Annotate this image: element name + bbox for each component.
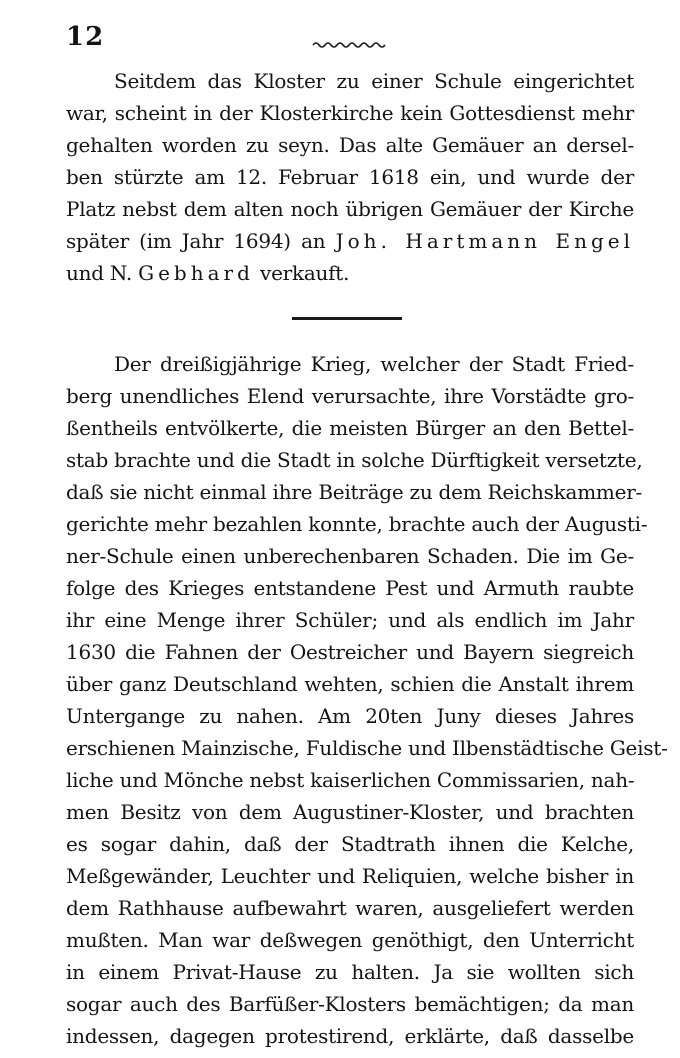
paragraph-2-line-13: erschienen Mainzische, Fuldische und Ilbenstädtische Geist- xyxy=(66,736,668,760)
paragraph-1-line-3: gehalten worden zu seyn. Das alte Gemäuer an dersel- xyxy=(66,133,634,157)
paragraph-1-line-7 xyxy=(66,258,634,288)
line-6-text: später (im Jahr 1694) an xyxy=(66,229,326,253)
paragraph-2-line-10: 1630 die Fahnen der Oestreicher und Bayern siegreich xyxy=(66,640,634,664)
buyer-name-engel: Joh. Hartmann Engel xyxy=(335,229,635,253)
page-number: 12 xyxy=(66,22,105,52)
header-ornament xyxy=(312,40,388,48)
paragraph-2-line-11: über ganz Deutschland wehten, schien die Anstalt ihrem xyxy=(66,672,634,696)
line-7-suffix: verkauft. xyxy=(260,261,350,285)
paragraph-2-line-17: Meßgewänder, Leuchter und Reliquien, welche bisher in xyxy=(66,864,634,888)
paragraph-2-line-5: daß sie nicht einmal ihre Beiträge zu dem Reichskammer- xyxy=(66,480,643,504)
paragraph-2-line-6: gerichte mehr bezahlen konnte, brachte auch der Augusti- xyxy=(66,512,648,536)
paragraph-1-line-5: Platz nebst dem alten noch übrigen Gemäuer der Kirche xyxy=(66,197,634,221)
paragraph-1-line-4: ben stürzte am 12. Februar 1618 ein, und wurde der xyxy=(66,165,634,189)
paragraph-2-line-3: ßentheils entvölkerte, die meisten Bürger an den Bettel- xyxy=(66,416,634,440)
paragraph-2-line-7: ner-Schule einen unberechenbaren Schaden. Die im Ge- xyxy=(66,544,634,568)
paragraph-2-line-15: men Besitz von dem Augustiner-Kloster, und brachten xyxy=(66,800,634,824)
paragraph-2-line-8: folge des Krieges entstandene Pest und Armuth raubte xyxy=(66,576,634,600)
paragraph-2-line-20: in einem Privat-Hause zu halten. Ja sie wollten sich xyxy=(66,960,634,984)
paragraph-2-line-14: liche und Mönche nebst kaiserlichen Commissarien, nah- xyxy=(66,768,635,792)
paragraph-1-line-1: Seitdem das Kloster zu einer Schule eingerichtet xyxy=(114,69,634,93)
paragraph-2-line-19: mußten. Man war deßwegen genöthigt, den Unterricht xyxy=(66,928,634,952)
paragraph-2-line-1: Der dreißigjährige Krieg, welcher der Stadt Fried- xyxy=(114,352,634,376)
paragraph-2-line-16: es sogar dahin, daß der Stadtrath ihnen die Kelche, xyxy=(66,832,634,856)
line-7-prefix: und N. xyxy=(66,261,132,285)
paragraph-2-line-9: ihr eine Menge ihrer Schüler; und als endlich im Jahr xyxy=(66,608,634,632)
paragraph-1-line-6 xyxy=(66,226,634,256)
paragraph-1-line-2: war, scheint in der Klosterkirche kein Gottesdienst mehr xyxy=(66,101,634,125)
paragraph-2-line-4: stab brachte und die Stadt in solche Dürftigkeit versetzte, xyxy=(66,448,643,472)
paragraph-2-line-2: berg unendliches Elend verursachte, ihre Vorstädte gro- xyxy=(66,384,634,408)
paragraph-2-line-12: Untergange zu nahen. Am 20ten Juny dieses Jahres xyxy=(66,704,634,728)
paragraph-2-line-21: sogar auch des Barfüßer-Klosters bemächtigen; da man xyxy=(66,992,634,1016)
paragraph-2-line-18: dem Rathhause aufbewahrt waren, ausgeliefert werden xyxy=(66,896,634,920)
section-divider xyxy=(292,317,402,320)
paragraph-2-line-22: indessen, dagegen protestirend, erklärte, daß dasselbe xyxy=(66,1024,634,1048)
buyer-name-gebhard: Gebhard xyxy=(138,261,254,285)
